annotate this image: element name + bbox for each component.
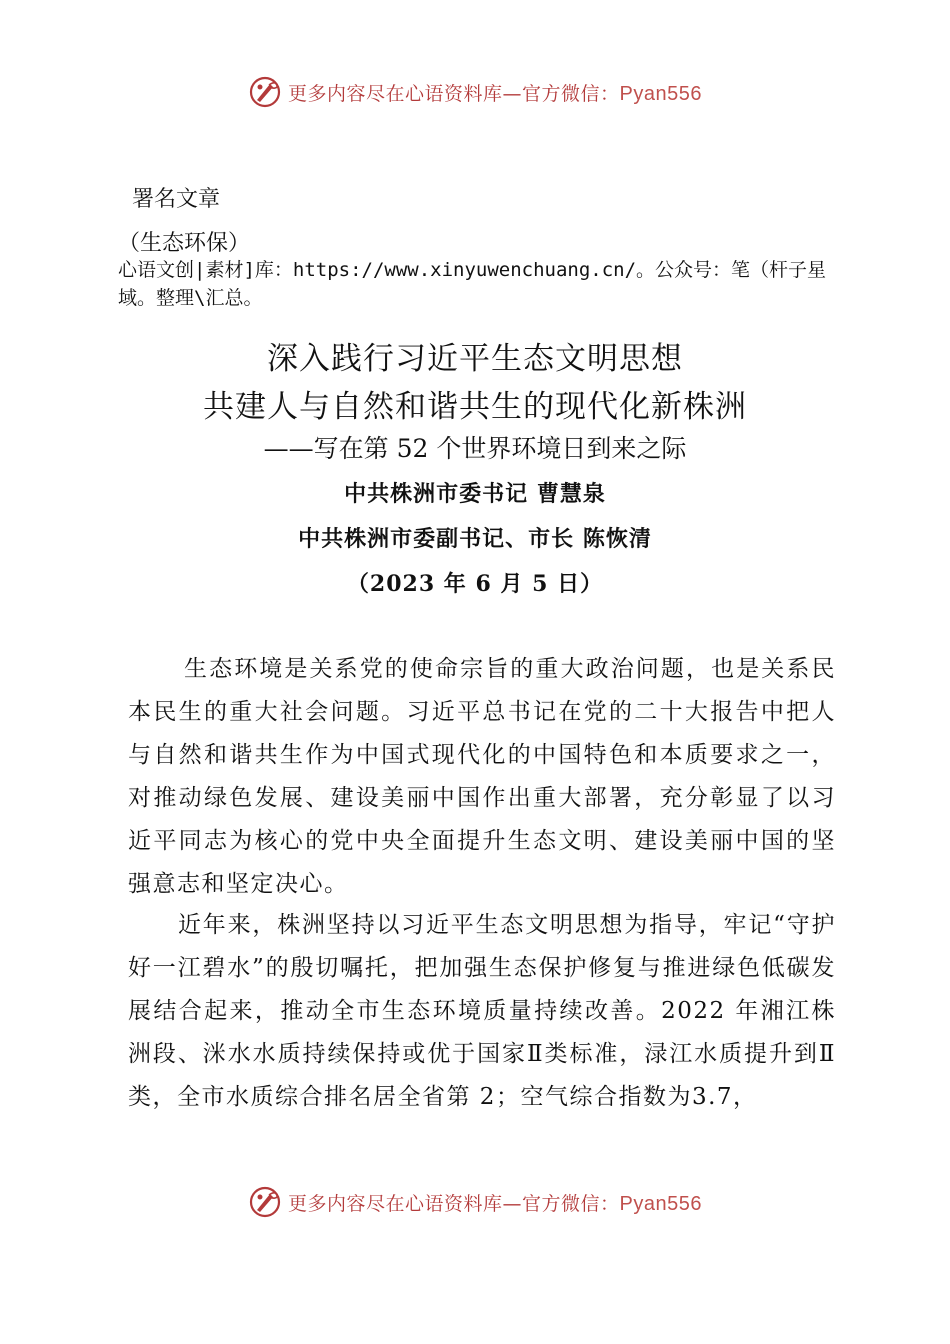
top-watermark-banner	[0, 70, 950, 114]
source-note: 心语文创|素材]库：https://www.xinyuwenchuang.cn/。公众号：笔（杆子星域。整理\汇总。	[118, 259, 827, 309]
bottom-watermark-banner	[0, 1180, 950, 1224]
watermark-wechat-id: Pyan556	[619, 82, 702, 105]
watermark-dash: —	[502, 1192, 523, 1215]
quill-seal-icon	[248, 75, 282, 109]
article-category-label: （生态环保）	[118, 231, 251, 256]
article-subtitle: ——写在第 52 个世界环境日到来之际	[263, 434, 687, 463]
watermark-wechat-id: Pyan556	[619, 1192, 702, 1215]
article-title-line1: 深入践行习近平生态文明思想	[267, 341, 683, 377]
watermark-text	[288, 79, 702, 106]
watermark-brand: 更多内容尽在心语资料库	[288, 82, 503, 105]
body-paragraph: 近年来，株洲坚持以习近平生态文明思想为指导，牢记“守护好一江碧水”的殷切嘱托，把加强生态保护修复与推进绿色低碳发展结合起来，推动全市生态环境质量持续改善。2022 年湘江株洲段、洣水水质持续保持或优于国家Ⅱ类标准，渌江水质提升到Ⅱ类，全市水质综合排名居全省第 2；空气综合指数为3.7，	[128, 912, 836, 1110]
article-type-label: 署名文章	[132, 187, 221, 212]
article-date: （2023 年 6 月 5 日）	[346, 571, 604, 597]
article-title-line2: 共建人与自然和谐共生的现代化新株洲	[203, 389, 747, 425]
body-paragraph: 生态环境是关系党的使命宗旨的重大政治问题，也是关系民本民生的重大社会问题。习近平总书记在党的二十大报告中把人与自然和谐共生作为中国式现代化的中国特色和本质要求之一，对推动绿色发展、建设美丽中国作出重大部署，充分彰显了以习近平同志为核心的党中央全面提升生态文明、建设美丽中国的坚强意志和坚定决心。	[128, 656, 836, 897]
watermark-brand: 更多内容尽在心语资料库	[288, 1192, 503, 1215]
watermark-dash: —	[502, 82, 523, 105]
watermark-wechat-label: 官方微信：	[522, 1192, 620, 1215]
watermark-wechat-label: 官方微信：	[522, 82, 620, 105]
watermark-text	[288, 1189, 702, 1216]
author-line-1: 中共株洲市委书记 曹慧泉	[344, 481, 606, 507]
author-line-2: 中共株洲市委副书记、市长 陈恢清	[298, 526, 652, 552]
quill-seal-icon	[248, 1185, 282, 1219]
